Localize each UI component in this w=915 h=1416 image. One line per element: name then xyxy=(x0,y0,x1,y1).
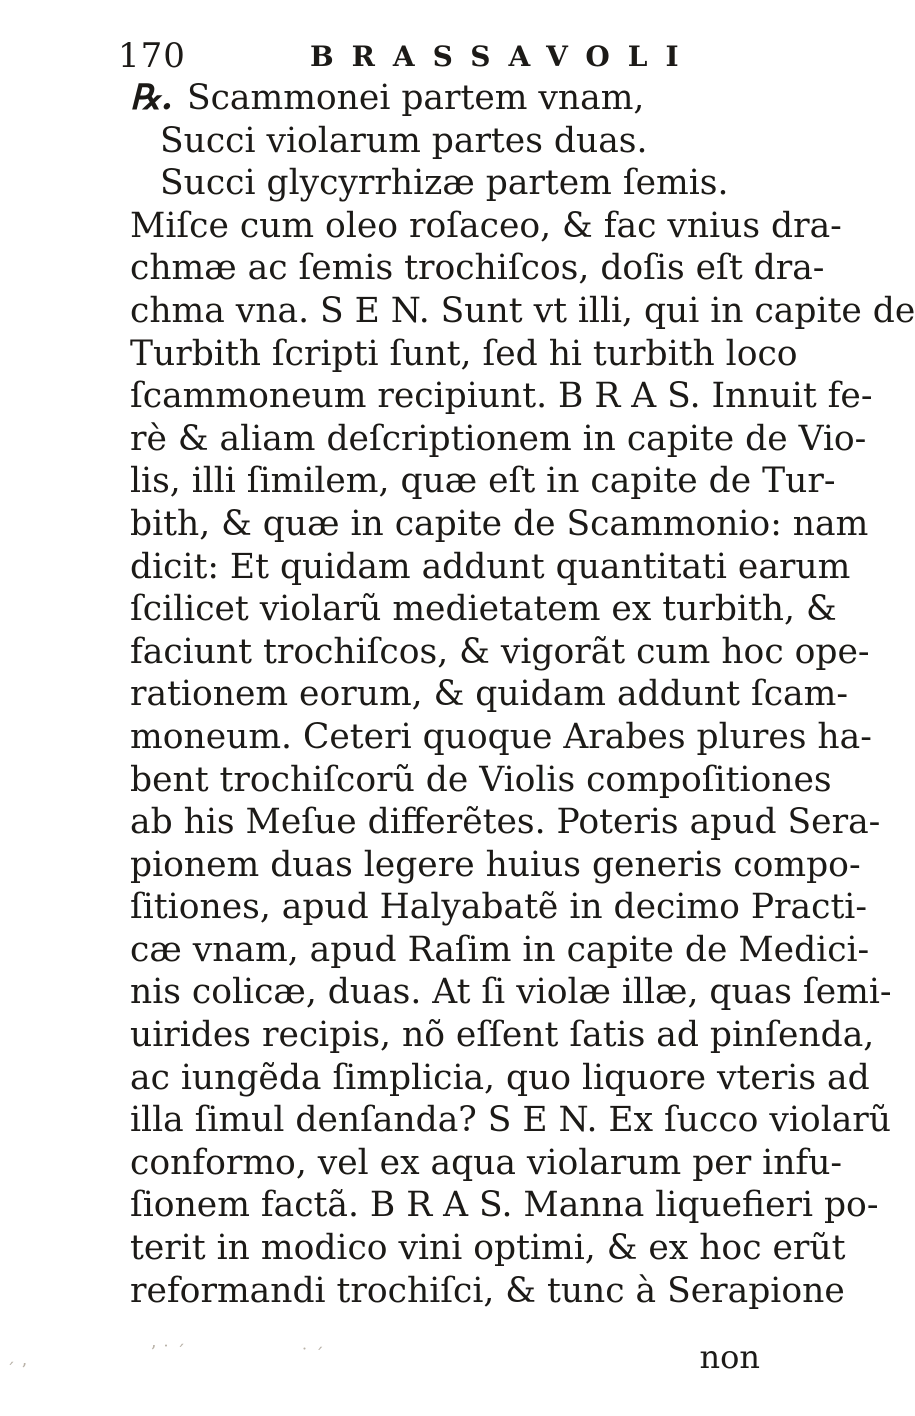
text-line: Succi violarum partes duas. xyxy=(160,120,648,161)
text-line: Turbith ſcripti ſunt, ſed hi turbith loco xyxy=(130,333,798,374)
text-line: ſcilicet violarũ medietatem ex turbith, & xyxy=(130,589,837,630)
text-line: ſitiones, apud Halyabatẽ in decimo Practi- xyxy=(130,887,867,928)
text-line: ab his Meſue differẽtes. Poteris apud Sera- xyxy=(130,802,881,843)
text-line: dicit: Et quidam addunt quantitati earum xyxy=(130,546,851,587)
text-line: cæ vnam, apud Raſim in capite de Medici- xyxy=(130,929,870,970)
text-line: bent trochiſcorũ de Violis compoſitiones xyxy=(130,759,832,800)
page-header xyxy=(0,22,800,76)
text-line: rè & aliam deſcriptionem in capite de Vio- xyxy=(130,418,867,459)
text-line: conformo, vel ex aqua violarum per infu- xyxy=(130,1142,843,1183)
prescription-symbol: ℞. xyxy=(130,78,173,118)
text-line: reformandi trochiſci, & tunc à Serapione xyxy=(130,1270,845,1311)
show-through-mark: ˊ ʼ xyxy=(6,1360,27,1381)
text-line: ſionem factã. B R A S. Manna liquefieri po- xyxy=(130,1185,879,1226)
body-text xyxy=(130,77,915,1312)
show-through-mark: ʼ ˙ ˊ xyxy=(150,1342,186,1363)
text-line: lis, illi ſimilem, quæ eſt in capite de Tur- xyxy=(130,461,836,502)
text-line: terit in modico vini optimi, & ex hoc erũt xyxy=(130,1228,846,1269)
text-line: chmæ ac ſemis trochiſcos, doſis eſt dra- xyxy=(130,248,825,289)
text-line: illa ſimul denſanda? S E N. Ex ſucco violarũ xyxy=(130,1100,892,1141)
show-through-mark: ˙ ˊ xyxy=(300,1345,324,1366)
text-line: nis colicæ, duas. At ſi violæ illæ, quas ſemi- xyxy=(130,972,892,1013)
running-head: BRASSAVOLI xyxy=(310,40,697,73)
text-line: pionem duas legere huius generis compo- xyxy=(130,844,861,885)
text-line: Succi glycyrrhizæ partem ſemis. xyxy=(160,163,729,204)
text-line: faciunt trochiſcos, & vigorãt cum hoc ope- xyxy=(130,631,870,672)
text-line: Miſce cum oleo roſaceo, & fac vnius dra- xyxy=(130,205,842,246)
text-line: chma vna. S E N. Sunt vt illi, qui in capite de xyxy=(130,290,915,331)
text-line: ſcammoneum recipiunt. B R A S. Innuit fe- xyxy=(130,376,873,417)
page-number: 170 xyxy=(118,36,186,76)
catchword: non xyxy=(699,1338,760,1376)
text-line: uirides recipis, nõ eſſent ſatis ad pinſenda, xyxy=(130,1015,875,1056)
text-line: ac iungẽda ſimplicia, quo liquore vteris ad xyxy=(130,1057,870,1098)
text-line: rationem eorum, & quidam addunt ſcam- xyxy=(130,674,848,715)
text-line-content: Scammonei partem vnam, xyxy=(186,78,645,118)
text-line: moneum. Ceteri quoque Arabes plures ha- xyxy=(130,716,872,757)
text-line: bith, & quæ in capite de Scammonio: nam xyxy=(130,503,869,544)
text-line xyxy=(130,77,790,120)
